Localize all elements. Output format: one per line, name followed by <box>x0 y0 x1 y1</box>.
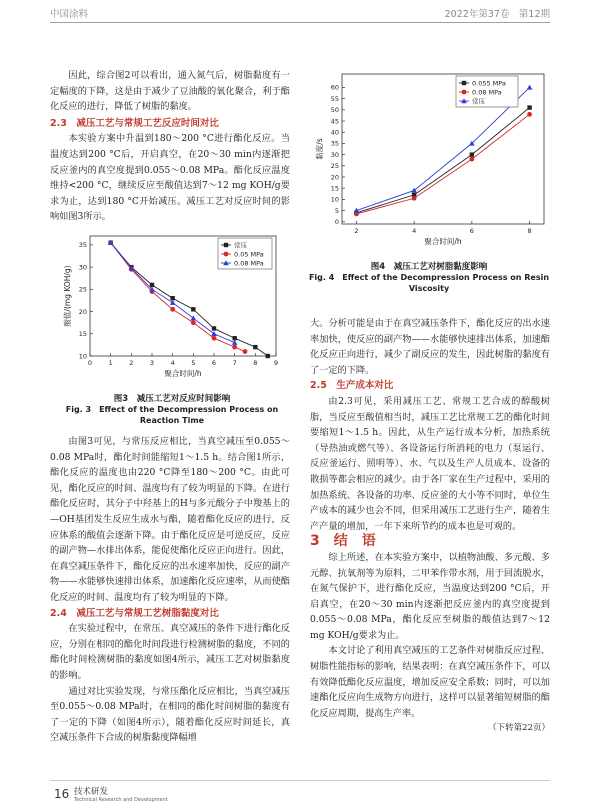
data-point <box>232 336 236 340</box>
data-point <box>462 81 466 85</box>
y-tick-label: 60 <box>330 83 339 92</box>
data-point <box>224 252 229 257</box>
x-axis-label: 聚合时间/h <box>164 369 202 378</box>
paragraph: 由2.3可见，采用减压工艺、常规工艺合成的醇酸树脂，当反应至酸值相当时，减压工艺比常规工艺的酯化时间要缩短1～1.5 h。因此，从生产运行成本分析，加热系统（导热油或燃气等）、各设备运行所消耗的电力（泵运行、反应釜运行、照明等）、水、气以及生产人员成本、设备的散损等都会相应的减少。由于各厂家在生产过程中，采用的加热系统、各设备的功率、反应釜的大小等不同时，单位生产成本的减少也会不同，但采用减压工艺进行生产，随着生产产量的增加，一年下来所节约的成本也是可观的。 <box>310 395 550 532</box>
y-tick-label: 20 <box>330 173 339 182</box>
header-rule <box>50 22 550 23</box>
continued-note: （下转第22页） <box>488 723 550 734</box>
left-column-top <box>50 68 290 225</box>
y-tick-label: 35 <box>78 241 87 250</box>
journal-title: 中国涂料 <box>50 9 89 20</box>
legend-label: 0.055 MPa <box>472 79 506 88</box>
footer-rule <box>50 780 550 781</box>
data-point <box>191 315 197 320</box>
data-point <box>527 105 531 109</box>
issue-info: 2022年第37卷 第12期 <box>444 9 550 20</box>
figure-4 <box>306 64 552 294</box>
x-tick-label: 0 <box>87 359 93 367</box>
footer-section: 技术研发 <box>74 787 109 797</box>
x-tick-label: 8 <box>527 227 532 235</box>
y-tick-label: 10 <box>330 195 339 204</box>
series-line <box>356 108 529 213</box>
y-tick-label: 15 <box>78 330 87 339</box>
data-point <box>469 157 474 162</box>
y-tick-label: 25 <box>78 285 87 294</box>
data-point <box>243 349 248 354</box>
data-point <box>232 345 237 350</box>
data-point <box>191 320 196 325</box>
x-tick-label: 6 <box>469 227 474 235</box>
data-point <box>253 345 257 349</box>
paragraph: 大。分析可能是由于在真空减压条件下，酯化反应的出水速率加快，使反应的副产物——水能够快速排出体系，加速酯化反应正向进行，减少了副反应的发生，因此树脂的黏度有了一定的下降。 <box>310 318 550 376</box>
paragraph: 因此，综合图2可以看出，通入氮气后，树脂黏度有一定幅度的下降，这是由于减少了豆油酸的氧化聚合，利于酯化反应的进行，降低了树脂的黏度。 <box>50 70 290 113</box>
paragraph: 本实验方案中升温到180～200 °C进行酯化反应。当温度达到200 °C后，开启真空，在20～30 min内逐渐把反应釜内的真空度提到0.055～0.08 MPa。酯化反应温度维持<200 °C，继续反应至酸值达到7～12 mg KOH/g要求为止，达到180 °C开始减压。减压工艺对反应时间的影响如图3所示。 <box>50 133 290 223</box>
page-number: 16 <box>54 787 70 801</box>
y-tick-label: 15 <box>330 184 339 193</box>
x-tick-label: 4 <box>170 359 175 367</box>
x-tick-label: 8 <box>253 359 258 367</box>
figure-3 <box>58 228 286 426</box>
x-tick-label: 2 <box>354 227 359 235</box>
y-tick-label: 50 <box>330 106 339 115</box>
section-heading-2-3: 2.3 减压工艺与常规工艺反应时间对比 <box>50 117 219 129</box>
paragraph: 在实验过程中，在常压、真空减压的条件下进行酯化反应，分别在相同的酯化时间段进行检测树脂的黏度，不同的酯化时间检测树脂的黏度如图4所示，减压工艺对树脂黏度的影响。 <box>50 623 290 681</box>
right-column-text <box>310 316 550 737</box>
left-column-bottom <box>50 434 290 746</box>
legend-label: 0.08 MPa <box>234 259 264 268</box>
paragraph: 通过对比实验发现，与常压酯化反应相比，当真空减压至0.055～0.08 MPa时，在相同的酯化时间树脂的黏度有了一定的下降（如图4所示），随着酯化反应时间延长，真空减压条件下合成的树脂黏度降幅增 <box>50 685 290 744</box>
y-axis-label: 黏度/s <box>315 138 324 160</box>
figure-3-caption-en: Fig. 3 Effect of the Decompression Process on Reaction Time <box>65 405 279 425</box>
x-axis-label: 聚合时间/h <box>424 237 462 246</box>
y-tick-label: 10 <box>78 352 87 361</box>
data-point <box>266 354 270 358</box>
x-tick-label: 3 <box>149 359 155 367</box>
data-point <box>212 336 217 341</box>
y-tick-label: 5 <box>334 206 339 215</box>
y-tick-label: 40 <box>330 128 339 137</box>
y-tick-label: 45 <box>330 117 339 126</box>
section-heading-2-5: 2.5 生产成本对比 <box>310 380 394 392</box>
figure-4-caption: 图4 减压工艺对树脂黏度影响 <box>370 262 488 272</box>
y-tick-label: 35 <box>330 139 339 148</box>
legend-label: 常压 <box>472 97 485 106</box>
figure-4-caption-en: Fig. 4 Effect of the Decompression Process on Resin Viscosity <box>308 273 550 293</box>
data-point <box>170 300 176 305</box>
y-tick-label: 30 <box>330 150 339 159</box>
y-tick-label: 30 <box>78 263 87 272</box>
data-point <box>170 307 175 312</box>
data-point <box>170 296 174 300</box>
data-point <box>462 90 467 95</box>
paragraph: 由图3可见，与常压反应相比，当真空减压至0.055～0.08 MPa时，酯化时间能缩短1～1.5 h。结合图1所示，酯化反应的温度也由220 °C降至180～200 °C。由此可见，酯化反应的时间、温度均有了较为明显的下降。在进行酯化反应时，其分子中羟基上的H与多元酸分子中羧基上的—OH基团发生反应生成水与酯，随着酯化反应的进行，反应体系的酸值会逐渐下降。由于酯化反应是可逆反应，反应的副产物—水排出体系，能促使酯化反应正向进行。因此，在真空减压条件下，酯化反应的出水速率加快，反应的副产物——水能够快速排出体系，加速酯化反应速率，从而使酯化反应的时间、温度均有了较为明显的下降。 <box>50 436 290 603</box>
x-tick-label: 5 <box>191 359 196 367</box>
data-point <box>191 307 195 311</box>
data-point <box>212 326 216 330</box>
legend-label: 0.05 MPa <box>234 250 264 259</box>
y-tick-label: 0 <box>334 218 339 227</box>
viscosity-chart <box>306 64 552 256</box>
data-point <box>224 243 228 247</box>
x-tick-label: 4 <box>412 227 417 235</box>
data-point <box>470 152 474 156</box>
data-point <box>412 196 417 201</box>
legend-label: 常压 <box>234 241 247 250</box>
y-axis-label: 酸值/(mg KOH/g) <box>63 265 72 327</box>
x-tick-label: 2 <box>129 359 134 367</box>
paragraph: 综上所述，在本实验方案中，以植物油酸、多元酸、多元醇、抗氧剂等为原料，二甲苯作带水剂，用于回流脱水，在氮气保护下，进行酯化反应，当温度达到200 °C后，开启真空，在20～30 min内逐渐把反应釜内的真空度提到0.055～0.08 MPa，酯化反应至树脂的酸值达到7～12 mg KOH/g要求为止。 <box>310 551 550 641</box>
data-point <box>527 112 532 117</box>
x-tick-label: 9 <box>273 359 279 367</box>
data-point <box>211 331 217 336</box>
y-tick-label: 20 <box>78 307 87 316</box>
paragraph: 本文讨论了利用真空减压的工艺条件对树脂反应过程、树脂性能指标的影响，结果表明：在真空减压条件下，可以有效降低酯化反应温度，增加反应安全系数；同时，可以加速酯化反应向生成物方向进行，这样可以显著缩短树脂的酯化反应周期，提高生产率。 <box>310 645 550 719</box>
section-heading-2-4: 2.4 减压工艺与常规工艺树脂黏度对比 <box>50 607 219 619</box>
x-tick-label: 6 <box>211 359 217 367</box>
x-tick-label: 1 <box>108 359 113 367</box>
legend-label: 0.08 MPa <box>472 88 502 97</box>
y-tick-label: 55 <box>330 94 339 103</box>
data-point <box>232 340 238 345</box>
reaction-time-chart <box>58 228 286 388</box>
footer-section-en: Technical Research and Development <box>74 797 168 803</box>
section-heading-3: 3 结 语 <box>310 533 376 550</box>
figure-3-caption: 图3 减压工艺对反应时间影响 <box>113 394 231 404</box>
data-point <box>150 283 154 287</box>
y-tick-label: 25 <box>330 162 339 171</box>
data-point <box>527 85 533 90</box>
x-tick-label: 7 <box>232 359 237 367</box>
